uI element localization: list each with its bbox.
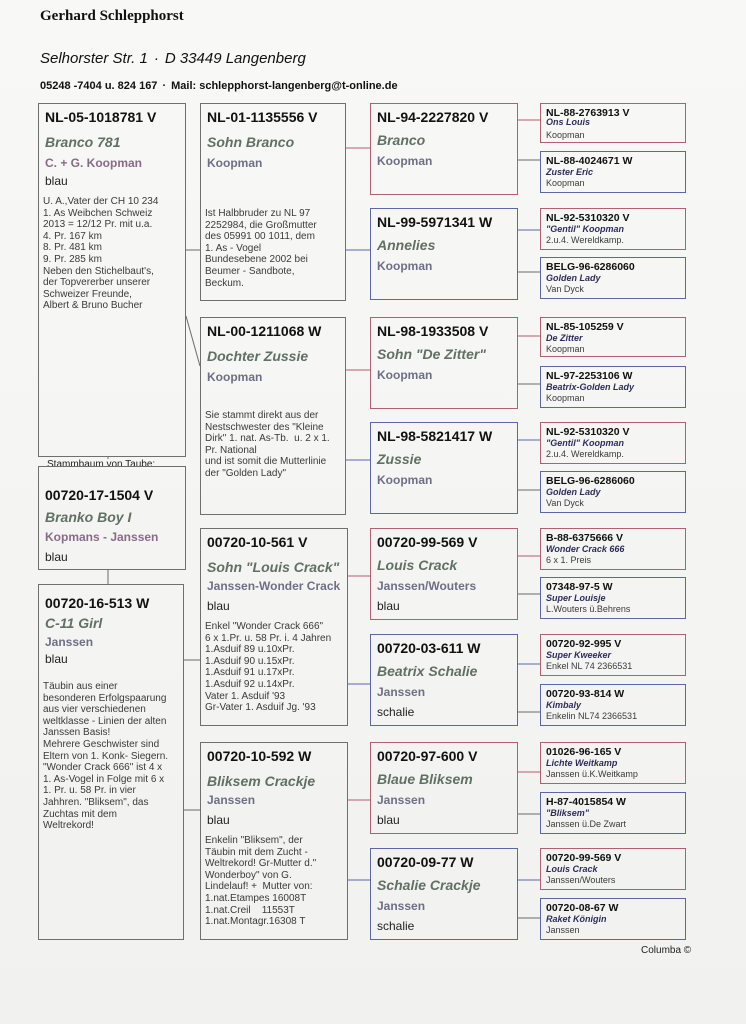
gen4-box	[540, 208, 686, 250]
sire-id: NL-05-1018781 V	[45, 109, 157, 125]
gen4-breeder: 2.u.4. Wereldkamp.	[546, 235, 624, 245]
gen4-box	[540, 742, 686, 784]
gen4-id: NL-97-2253106 W	[546, 370, 633, 382]
gen4-box	[540, 898, 686, 940]
gen4-name: Kimbaly	[546, 700, 582, 710]
gen4-breeder: Enkelin NL74 2366531	[546, 711, 638, 721]
dam-note: Täubin aus einer besonderen Erfolgspaarung aus vier verschiedenen weltklasse - Linien der alten Janssen Basis! Mehrere Geschwister sind Eltern von 1. Konk- Siegern. "Wonder Crack 666" ist 4 x 1. As-Vogel in Folge mit 6 x 1. Pr. u. 58 Pr. in vier Jahhren. "Bliksem", das Zuchtas mit dem Weltrekord!	[43, 681, 169, 832]
gen4-box	[540, 528, 686, 570]
gen2-box	[200, 528, 348, 726]
gen3-breeder: Janssen	[377, 899, 426, 913]
gen3-color: blau	[377, 599, 400, 613]
gen2-breeder: Janssen-Wonder Crack	[207, 579, 341, 593]
subject-name: Branko Boy I	[45, 509, 132, 525]
gen4-name: Louis Crack	[546, 864, 598, 874]
gen3-breeder: Koopman	[377, 154, 433, 168]
subject-box	[38, 466, 186, 570]
gen4-box	[540, 366, 686, 408]
gen4-name: Wonder Crack 666	[546, 544, 625, 554]
gen2-id: 00720-10-561 V	[207, 534, 308, 550]
gen2-note: Ist Halbbruder zu NL 97 2252984, die Großmutter des 05991 00 1011, dem 1. As - Vogel Bundesebene 2002 bei Beumer - Sandbote, Beckum.	[205, 208, 317, 289]
contact-separator: ·	[162, 80, 167, 92]
gen3-breeder: Koopman	[377, 259, 433, 273]
gen4-name: Super Kweeker	[546, 650, 612, 660]
gen4-id: B-88-6375666 V	[546, 532, 624, 544]
gen4-breeder: Koopman	[546, 130, 585, 140]
gen3-id: 00720-99-569 V	[377, 534, 478, 550]
gen3-id: NL-98-5821417 W	[377, 428, 493, 444]
subject-breeder: Kopmans - Janssen	[45, 530, 159, 544]
gen2-breeder: Koopman	[207, 370, 263, 384]
gen4-breeder: Janssen ü.De Zwart	[546, 819, 627, 829]
gen4-name: Lichte Weitkamp	[546, 758, 618, 768]
dam-breeder: Janssen	[45, 635, 94, 649]
gen4-name: "Gentil" Koopman	[546, 438, 625, 448]
gen4-breeder: Enkel NL 74 2366531	[546, 661, 633, 671]
gen3-box	[370, 317, 518, 409]
gen4-breeder: Janssen ü.K.Weitkamp	[546, 769, 638, 779]
gen2-name: Dochter Zussie	[207, 348, 309, 364]
gen2-breeder: Koopman	[207, 156, 263, 170]
gen4-name: Ons Louis	[546, 117, 591, 127]
sire-box	[38, 103, 186, 457]
gen4-name: Zuster Eric	[546, 167, 594, 177]
gen4-breeder: Van Dyck	[546, 498, 584, 508]
gen4-breeder: Janssen	[546, 925, 580, 935]
gen2-note: Sie stammt direkt aus der Nestschwester des "Kleine Dirk" 1. nat. As-Tb. u. 2 x 1. Pr. National und ist somit die Mutterlinie der "Golden Lady"	[205, 410, 330, 479]
gen4-box	[540, 792, 686, 834]
gen3-box	[370, 422, 518, 514]
gen4-id: NL-88-4024671 W	[546, 155, 633, 167]
gen3-name: Schalie Crackje	[377, 877, 481, 893]
subject-color: blau	[45, 550, 68, 564]
gen3-box	[370, 634, 518, 726]
gen3-name: Blaue Bliksem	[377, 771, 473, 787]
gen4-breeder: Janssen/Wouters	[546, 875, 616, 885]
mail: Mail: schlepphorst-langenberg@t-online.de	[171, 80, 398, 92]
gen2-note: Enkelin "Bliksem", der Täubin mit dem Zucht - Weltrekord! Gr-Mutter d." Wonderboy" von G. Lindelauf! + Mutter von: 1.nat.Etampes 16008T 1.nat.Creil 11553T 1.nat.Montagr.16308 T	[205, 835, 317, 928]
gen4-box	[540, 257, 686, 299]
gen3-name: Annelies	[377, 237, 436, 253]
city: D 33449 Langenberg	[164, 50, 306, 67]
gen2-id: 00720-10-592 W	[207, 748, 312, 764]
gen4-box	[540, 317, 686, 357]
gen2-box	[200, 103, 346, 301]
gen4-id: 00720-93-814 W	[546, 688, 625, 700]
gen4-name: Raket Königin	[546, 914, 607, 924]
gen4-box	[540, 471, 686, 513]
gen3-color: blau	[377, 813, 400, 827]
gen4-id: BELG-96-6286060	[546, 475, 635, 487]
footer-credit: Columba ©	[641, 945, 692, 956]
gen3-id: NL-98-1933508 V	[377, 323, 489, 339]
gen2-id: NL-01-1135556 V	[207, 109, 318, 125]
subject-id: 00720-17-1504 V	[45, 487, 154, 503]
gen3-breeder: Janssen	[377, 685, 426, 699]
gen2-name: Bliksem Crackje	[207, 773, 316, 789]
gen3-breeder: Janssen/Wouters	[377, 579, 477, 593]
gen4-breeder: Koopman	[546, 344, 585, 354]
gen3-name: Louis Crack	[377, 557, 458, 573]
gen3-name: Sohn "De Zitter"	[377, 346, 486, 362]
gen3-box	[370, 742, 518, 834]
gen4-box	[540, 151, 686, 193]
gen4-name: Golden Lady	[546, 487, 601, 497]
gen2-color: blau	[207, 813, 230, 827]
gen4-id: 07348-97-5 W	[546, 581, 613, 593]
gen4-name: "Gentil" Koopman	[546, 224, 625, 234]
gen4-box	[540, 848, 686, 890]
gen4-name: Golden Lady	[546, 273, 601, 283]
gen4-breeder: Koopman	[546, 393, 585, 403]
gen4-breeder: Koopman	[546, 178, 585, 188]
gen2-breeder: Janssen	[207, 793, 256, 807]
gen4-id: NL-92-5310320 V	[546, 212, 630, 224]
gen3-name: Branco	[377, 132, 426, 148]
gen3-box	[370, 528, 518, 620]
gen4-id: H-87-4015854 W	[546, 796, 626, 808]
gen4-name: Beatrix-Golden Lady	[546, 382, 635, 392]
dam-id: 00720-16-513 W	[45, 595, 150, 611]
gen3-id: NL-94-2227820 V	[377, 109, 489, 125]
gen4-breeder: Van Dyck	[546, 284, 584, 294]
gen4-box	[540, 103, 686, 143]
gen3-id: NL-99-5971341 W	[377, 214, 493, 230]
gen3-box	[370, 208, 518, 300]
gen4-id: 01026-96-165 V	[546, 746, 622, 758]
gen3-box	[370, 103, 518, 195]
sire-name: Branco 781	[45, 134, 121, 150]
gen3-id: 00720-09-77 W	[377, 854, 474, 870]
gen2-note: Enkel "Wonder Crack 666" 6 x 1.Pr. u. 58 Pr. i. 4 Jahren 1.Asduif 89 u.10xPr. 1.Asduif 90 u.15xPr. 1.Asduif 91 u.17xPr. 1.Asduif 92 u.14xPr. Vater 1. Asduif '93 Gr-Vater 1. Asduif Jg. '93	[205, 621, 332, 714]
gen3-breeder: Koopman	[377, 473, 433, 487]
gen4-breeder: 6 x 1. Preis	[546, 555, 592, 565]
gen3-color: schalie	[377, 705, 415, 719]
gen4-id: NL-88-2763913 V	[546, 107, 630, 119]
gen3-breeder: Koopman	[377, 368, 433, 382]
gen2-box	[200, 317, 346, 515]
gen3-id: 00720-03-611 W	[377, 640, 481, 656]
gen4-id: 00720-99-569 V	[546, 852, 622, 864]
gen4-box	[540, 684, 686, 726]
gen3-name: Beatrix Schalie	[377, 663, 478, 679]
gen2-id: NL-00-1211068 W	[207, 323, 322, 339]
gen3-box	[370, 848, 518, 940]
address-separator: ·	[153, 50, 159, 67]
owner-name: Gerhard Schlepphorst	[40, 8, 184, 24]
gen3-color: schalie	[377, 919, 415, 933]
gen4-box	[540, 422, 686, 464]
sire-breeder: C. + G. Koopman	[45, 156, 143, 170]
gen4-id: 00720-92-995 V	[546, 638, 622, 650]
street: Selhorster Str. 1	[40, 50, 148, 67]
gen4-box	[540, 634, 686, 676]
stammbaum-label: Stammbaum von Taube:	[44, 459, 190, 470]
gen4-box	[540, 577, 686, 619]
gen2-color: blau	[207, 599, 230, 613]
gen3-name: Zussie	[377, 451, 422, 467]
gen4-name: "Bliksem"	[546, 808, 590, 818]
gen4-id: BELG-96-6286060	[546, 261, 635, 273]
gen4-id: NL-92-5310320 V	[546, 426, 630, 438]
gen2-box	[200, 742, 348, 940]
gen3-id: 00720-97-600 V	[377, 748, 478, 764]
gen4-breeder: 2.u.4. Wereldkamp.	[546, 449, 624, 459]
gen4-id: 00720-08-67 W	[546, 902, 619, 914]
gen4-name: Super Louisje	[546, 593, 606, 603]
sire-color: blau	[45, 174, 68, 188]
dam-box	[38, 584, 184, 940]
gen4-breeder: L.Wouters ü.Behrens	[546, 604, 631, 614]
gen4-name: De Zitter	[546, 333, 583, 343]
dam-color: blau	[45, 652, 68, 666]
gen2-name: Sohn "Louis Crack"	[207, 559, 340, 575]
dam-name: C-11 Girl	[45, 615, 103, 631]
sire-note: U. A.,Vater der CH 10 234 1. As Weibchen Schweiz 2013 = 12/12 Pr. mit u.a. 4. Pr. 167 km 8. Pr. 481 km 9. Pr. 285 km Neben den Stichelbaut's, der Topvererber unserer Schweizer Freunde, Albert & Bruno Bucher	[43, 196, 159, 312]
gen3-breeder: Janssen	[377, 793, 426, 807]
gen4-id: NL-85-105259 V	[546, 321, 624, 333]
phone: 05248 -7404 u. 824 167	[40, 80, 158, 92]
gen2-name: Sohn Branco	[207, 134, 295, 150]
